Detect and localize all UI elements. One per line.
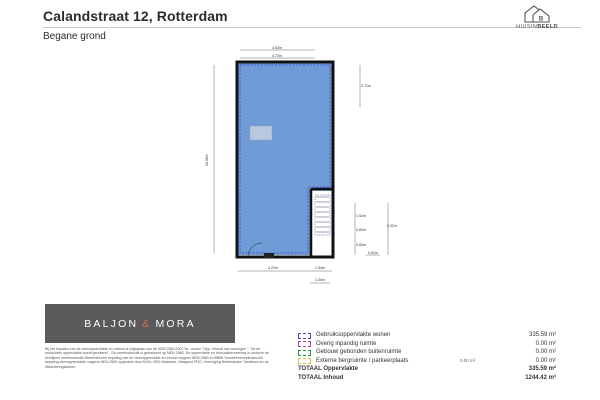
dim-bottom-right: 1.54m	[315, 266, 325, 270]
dim-top-inner: 4.72m	[272, 54, 282, 58]
legend-swatch-outdoor	[298, 350, 311, 356]
legend-label: Gebruiksoppervlakte wonen	[316, 332, 391, 338]
total-area-row	[298, 365, 556, 374]
legend-value: 335.59 m²	[528, 332, 556, 338]
dim-stair-a: 1.52m	[356, 214, 366, 218]
dim-stair-c: 0.83m	[356, 243, 366, 247]
huisinbeeld-logo	[492, 3, 582, 33]
dim-below: 1.00m	[315, 278, 325, 282]
total-volume-label: TOTAAL Inhoud	[298, 374, 344, 381]
house-logo-icon	[522, 3, 552, 23]
floor-name: Begane grond	[43, 31, 106, 42]
agency-name-part2: MORA	[155, 317, 196, 330]
dim-right-upper: 3.71m	[361, 84, 371, 88]
legend-value: 0.00 m²	[535, 357, 556, 364]
legend-label: Gebouw gebonden buitenruimte	[316, 349, 402, 355]
legend-row	[298, 357, 556, 366]
page-title: Calandstraat 12, Rotterdam	[43, 8, 228, 24]
total-area-label: TOTAAL Oppervlakte	[298, 366, 359, 372]
legend-swatch-living	[298, 333, 311, 339]
dim-right-lower: 2.02m	[387, 224, 397, 228]
logo-text-light: HUISIN	[516, 24, 538, 30]
area-legend	[298, 331, 556, 382]
total-area-value: 335.59 m²	[528, 366, 556, 372]
legend-row	[298, 331, 556, 340]
dim-left-total: 16.08m	[205, 154, 209, 166]
floor-plan	[200, 45, 430, 290]
dim-bottom-left: 4.22m	[268, 266, 278, 270]
dim-top-outer: 4.82m	[272, 46, 282, 50]
dim-right-small: 0.52m	[368, 251, 378, 255]
legend-swatch-storage	[298, 358, 311, 364]
agency-logo	[45, 304, 235, 343]
legend-row	[298, 348, 556, 357]
agency-name-part1: BALJON	[84, 317, 139, 330]
measurement-disclaimer: Bij het bepalen van de vloeroppervlakte en inhoud is uitgegaan van de NEN 2580:2007 NL, model "Opp. Inhoud van woningen" - Tot de bruto/netto oppervlakte wordt gerekend... De meetinstructie is gebaseerd op NEN 2580. De oppervlakte en inhoudsberekening is conform de richtlijnen meetinstructie Meetinstructie bepaling van de vloeroppervlakte en inhoud volgens NEN-2580 en BBMI Voorbeeldmeetinstructie bepaling vloeroppervlakte volgens NEN-2580 opgesteld door NVM, VBO Makelaar, Vastgoed PRO, Vereniging Nederlandse Taxateurs en de Waarderingskamer.	[45, 347, 269, 369]
floor-fixture	[250, 126, 272, 140]
dim-stair-b: 0.82m	[356, 228, 366, 232]
logo-badge: B	[538, 16, 544, 23]
legend-label: Overig inpandig ruimte	[316, 340, 377, 347]
agency-ampersand: &	[142, 317, 152, 330]
entrance-marker	[264, 253, 274, 258]
legend-value: 0.00 m²	[535, 349, 556, 355]
total-volume-row	[298, 374, 556, 383]
legend-extra: 0.00 m²	[460, 357, 476, 363]
legend-value: 0.00 m²	[535, 340, 556, 347]
logo-wordmark	[492, 24, 582, 30]
logo-text-bold: BEELD	[537, 24, 558, 30]
legend-row	[298, 340, 556, 349]
legend-swatch-other	[298, 341, 311, 347]
total-volume-value: 1244.42 m³	[525, 374, 556, 381]
stair-area	[314, 191, 331, 255]
legend-label: Externe bergruimte / parkeerplaats	[316, 357, 409, 364]
